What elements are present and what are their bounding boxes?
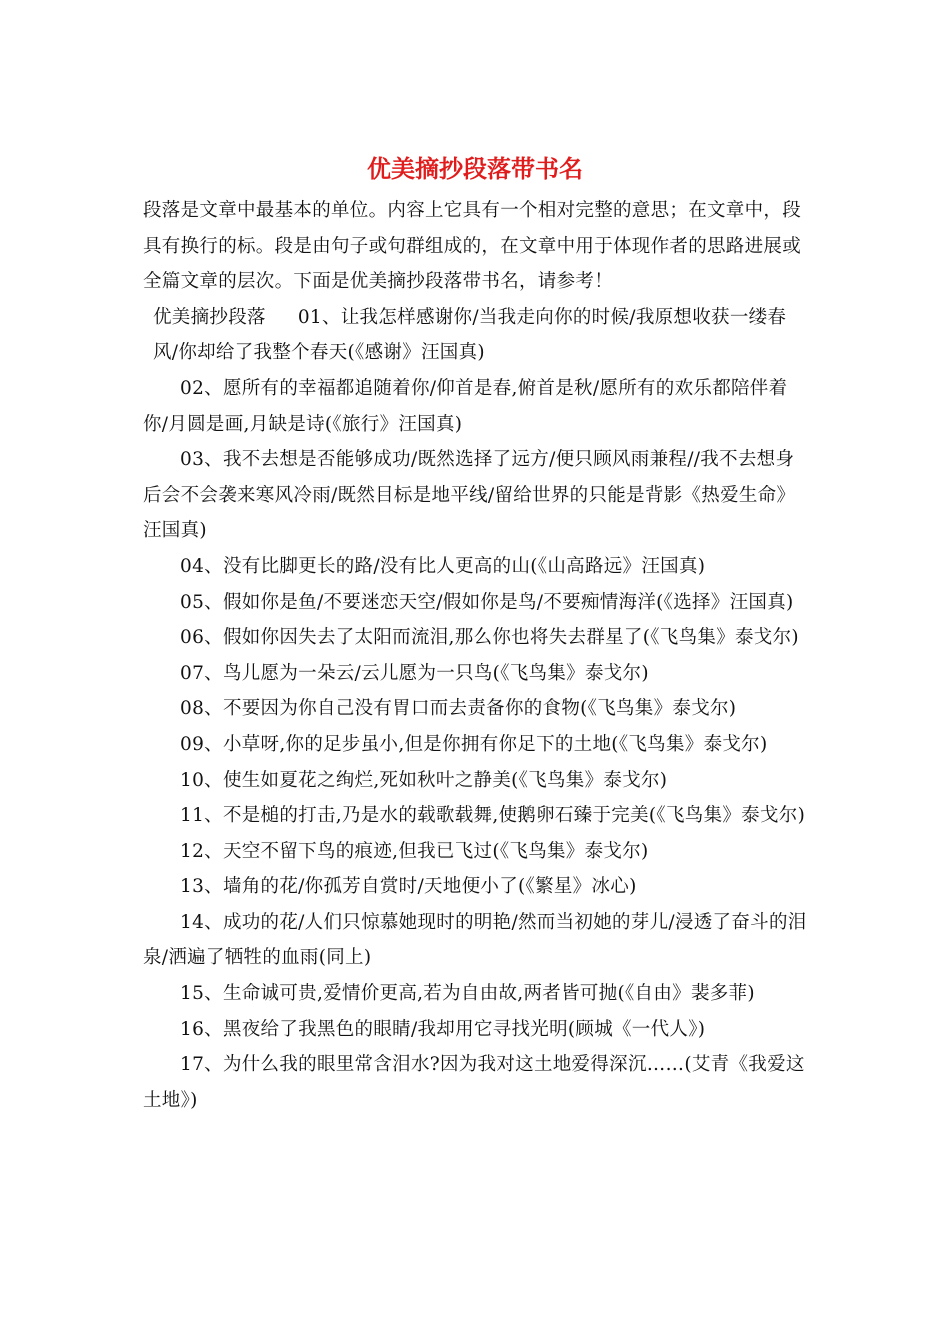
quote-item: 09、小草呀,你的足步虽小,但是你拥有你足下的土地(《飞鸟集》泰戈尔) [180,733,768,755]
quote-item: 16、黑夜给了我黑色的眼睛/我却用它寻找光明(顾城《一代人》) [180,1018,706,1040]
quote-item: 14、成功的花/人们只惊慕她现时的明艳/然而当初她的芽儿/浸透了奋斗的泪泉/洒遍了牺牲的血雨(同上) [143,911,807,969]
document-title: 优美摘抄段落带书名 [367,155,583,183]
quote-item: 12、天空不留下鸟的痕迹,但我已飞过(《飞鸟集》泰戈尔) [180,840,649,862]
quote-item: 13、墙角的花/你孤芳自赏时/天地便小了(《繁星》冰心) [180,876,637,898]
quote-item: 11、不是槌的打击,乃是水的载歌载舞,使鹅卵石臻于完美(《飞鸟集》泰戈尔) [180,805,806,827]
quote-item: 06、假如你因失去了太阳而流泪,那么你也将失去群星了(《飞鸟集》泰戈尔) [180,627,799,649]
quote-item: 08、不要因为你自己没有胃口而去责备你的食物(《飞鸟集》泰戈尔) [180,698,737,720]
quote-item: 15、生命诚可贵,爱情价更高,若为自由故,两者皆可抛(《自由》裴多菲) [180,983,755,1005]
quote-item-01: 01、让我怎样感谢你/当我走向你的时候/我原想收获一缕春风/你却给了我整个春天(《感谢》汪国真) [153,306,787,364]
quote-item: 02、愿所有的幸福都追随着你/仰首是春,俯首是秋/愿所有的欢乐都陪伴着你/月圆是画,月缺是诗(《旅行》汪国真) [143,377,788,435]
quote-item: 10、使生如夏花之绚烂,死如秋叶之静美(《飞鸟集》泰戈尔) [180,769,668,791]
quote-item: 05、假如你是鱼/不要迷恋天空/假如你是鸟/不要痴情海洋(《选择》汪国真) [180,591,794,613]
document-body [143,193,807,1118]
intro-paragraph: 段落是文章中最基本的单位。内容上它具有一个相对完整的意思；在文章中，段具有换行的标。段是由句子或句群组成的，在文章中用于体现作者的思路进展或全篇文章的层次。下面是优美摘抄段落带书名，请参考！ [143,200,802,293]
quote-list [143,371,807,1118]
quote-item: 04、没有比脚更长的路/没有比人更高的山(《山高路远》汪国真) [180,555,706,577]
quote-item: 03、我不去想是否能够成功/既然选择了远方/便只顾风雨兼程//我不去想身后会不会袭来寒风冷雨/既然目标是地平线/留给世界的只能是背影《热爱生命》汪国真) [143,449,796,542]
section-heading: 优美摘抄段落 [153,306,266,328]
quote-item: 07、鸟儿愿为一朵云/云儿愿为一只鸟(《飞鸟集》泰戈尔) [180,662,649,684]
first-quote-paragraph [143,300,807,371]
quote-item: 17、为什么我的眼里常含泪水?因为我对这土地爱得深沉……(艾青《我爱这土地》) [143,1054,805,1111]
